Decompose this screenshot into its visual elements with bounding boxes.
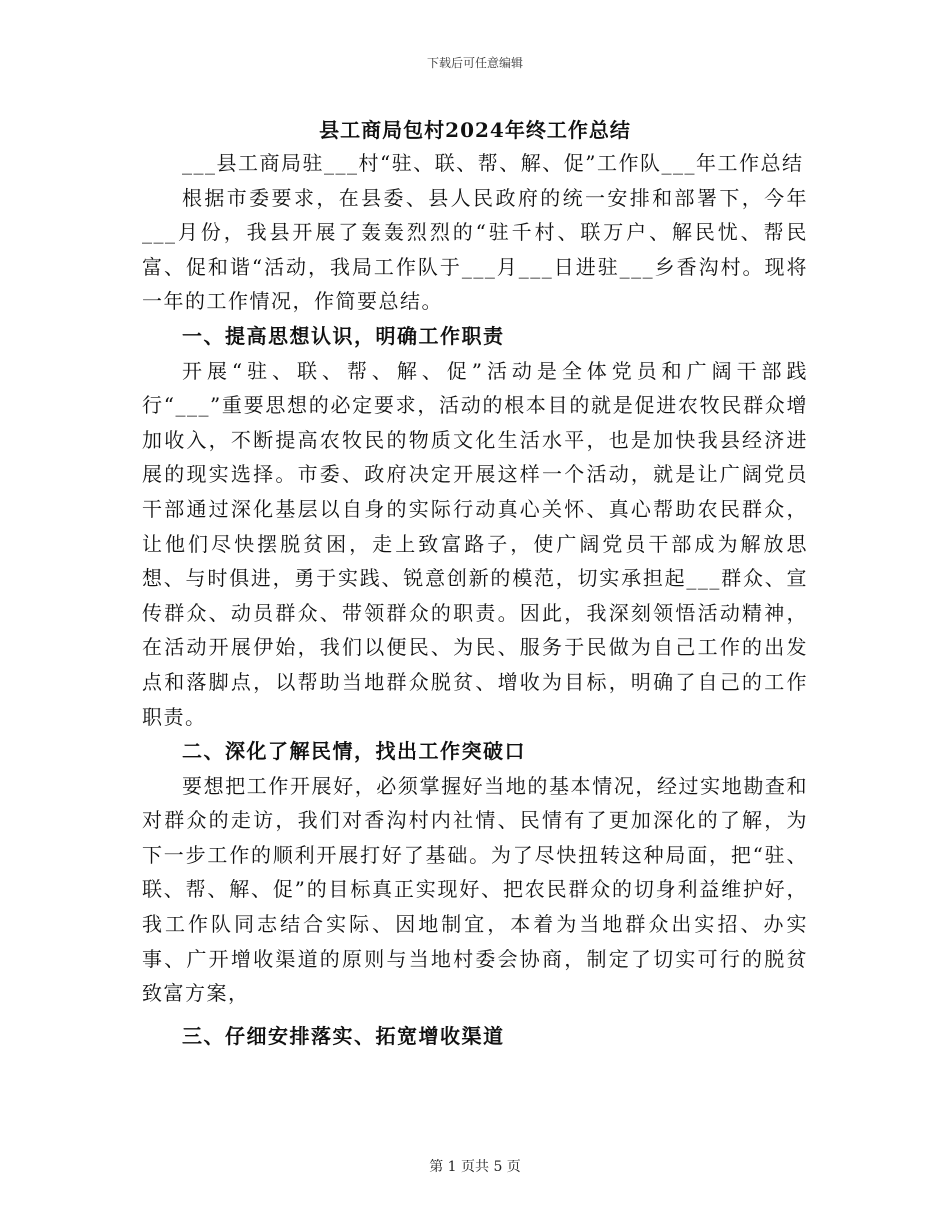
- section-heading-2: 二、深化了解民情，找出工作突破口: [182, 739, 526, 764]
- header-note: 下载后可任意编辑: [426, 56, 523, 70]
- section-heading-1: 一、提高思想认识，明确工作职责: [182, 323, 505, 348]
- document-body: [142, 146, 808, 1053]
- section-1-paragraph: 开展“驻、联、帮、解、促”活动是全体党员和广阔干部践行“___”重要思想的必定要求，活动的根本目的就是促进农牧民群众增加收入，不断提高农牧民的物质文化生活水平，也是加快我县经济进展的现实选择。市委、政府决定开展这样一个活动，就是让广阔党员干部通过深化基层以自身的实际行动真心关怀、真心帮助农民群众，让他们尽快摆脱贫困，走上致富路子，使广阔党员干部成为解放思想、与时俱进，勇于实践、锐意创新的模范，切实承担起___群众、宣传群众、动员群众、带领群众的职责。因此，我深刻领悟活动精神，在活动开展伊始，我们以便民、为民、服务于民做为自己工作的出发点和落脚点，以帮助当地群众脱贫、增收为目标，明确了自己的工作职责。: [142, 358, 808, 729]
- section-2-paragraph: 要想把工作开展好，必须掌握好当地的基本情况，经过实地勘查和对群众的走访，我们对香沟村内社情、民情有了更加深化的了解，为下一步工作的顺利开展打好了基础。为了尽快扭转这种局面，把“驻、联、帮、解、促”的目标真正实现好、把农民群众的切身利益维护好，我工作队同志结合实际、因地制宜，本着为当地群众出实招、办实事、广开增收渠道的原则与当地村委会协商，制定了切实可行的脱贫致富方案，: [142, 773, 808, 1006]
- document-title: 县工商局包村2024年终工作总结: [319, 118, 631, 142]
- page-footer: 第 1 页共 5 页: [429, 1159, 521, 1175]
- section-heading-3: 三、仔细安排落实、拓宽增收渠道: [182, 1023, 505, 1048]
- subtitle-paragraph: ___县工商局驻___村“驻、联、帮、解、促”工作队___年工作总结: [182, 151, 804, 175]
- intro-paragraph: 根据市委要求，在县委、县人民政府的统一安排和部署下，今年___月份，我县开展了轰轰烈烈的“驻千村、联万户、解民忧、帮民富、促和谐“活动，我局工作队于___月___日进驻___乡香沟村。现将一年的工作情况，作简要总结。: [142, 185, 808, 314]
